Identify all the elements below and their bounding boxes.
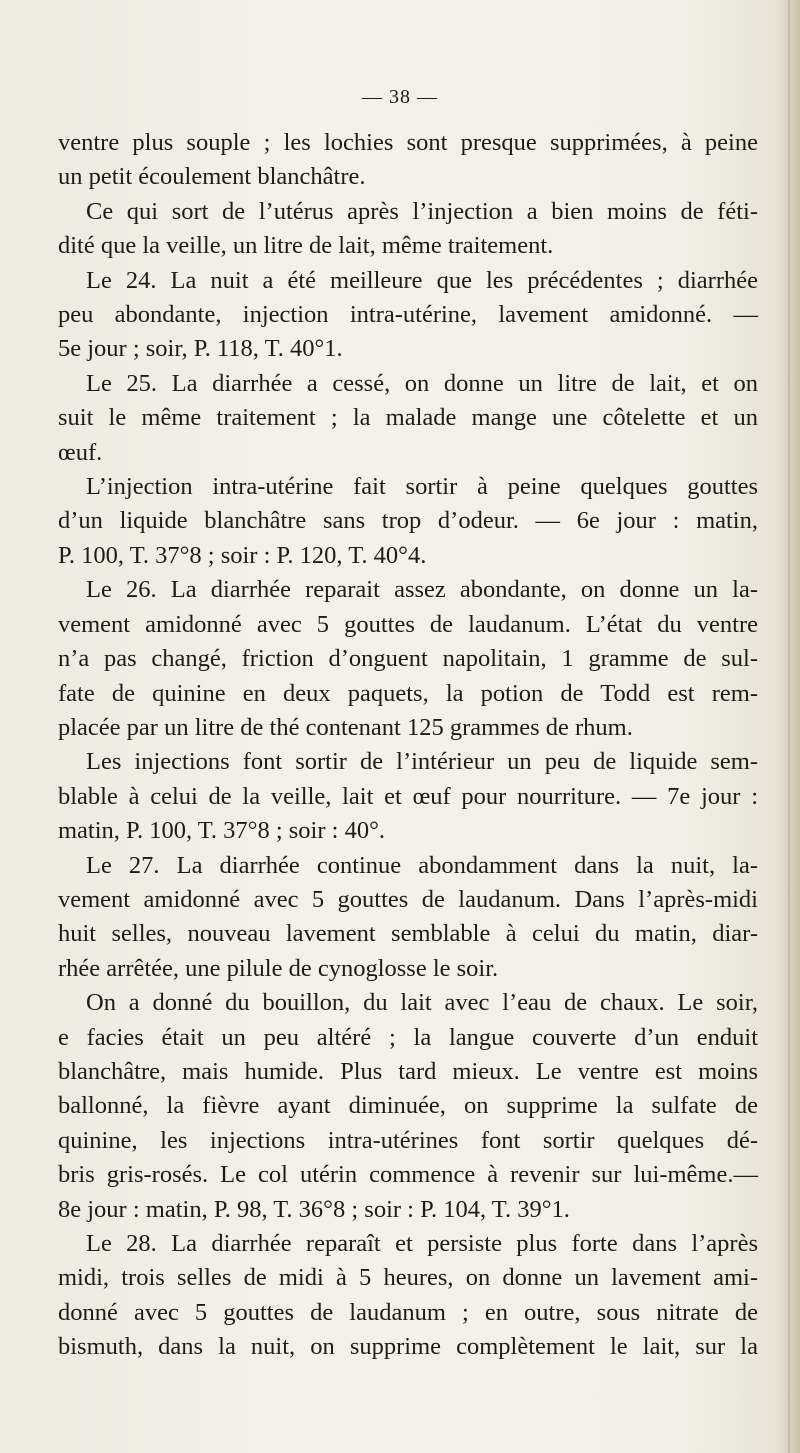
- binding-edge: [788, 0, 790, 1453]
- text-line: Ce qui sort de l’utérus après l’injection a bien moins de féti-: [86, 197, 758, 225]
- text-line: P. 100, T. 37°8 ; soir : P. 120, T. 40°4.: [58, 541, 427, 569]
- text-line: placée par un litre de thé contenant 125 grammes de rhum.: [58, 713, 633, 741]
- text-line: blanchâtre, mais humide. Plus tard mieux. Le ventre est moins: [58, 1057, 758, 1085]
- text-line: bris gris-rosés. Le col utérin commence à revenir sur lui-même.—: [58, 1161, 758, 1189]
- text-line: Le 27. La diarrhée continue abondamment dans la nuit, la-: [86, 851, 758, 879]
- text-line: suit le même traitement ; la malade mange une côtelette et un: [58, 404, 758, 432]
- text-line: L’injection intra-utérine fait sortir à peine quelques gouttes: [86, 473, 758, 501]
- text-line: un petit écoulement blanchâtre.: [58, 163, 366, 191]
- text-line: 8e jour : matin, P. 98, T. 36°8 ; soir : P. 104, T. 39°1.: [58, 1195, 570, 1223]
- text-line: matin, P. 100, T. 37°8 ; soir : 40°.: [58, 817, 385, 845]
- text-line: rhée arrêtée, une pilule de cynoglosse le soir.: [58, 954, 499, 982]
- text-line: Le 25. La diarrhée a cessé, on donne un litre de lait, et on: [86, 369, 758, 397]
- text-line: Le 28. La diarrhée reparaît et persiste plus forte dans l’après: [86, 1230, 758, 1257]
- text-line: œuf.: [58, 438, 103, 466]
- text-line: Les injections font sortir de l’intérieur un peu de liquide sem-: [86, 748, 758, 776]
- text-line: Le 26. La diarrhée reparait assez abondante, on donne un la-: [86, 576, 758, 604]
- text-line: fate de quinine en deux paquets, la potion de Todd est rem-: [58, 679, 758, 707]
- page-number-header: — 38 —: [362, 86, 438, 108]
- text-line: vement amidonné avec 5 gouttes de laudanum. L’état du ventre: [58, 610, 758, 638]
- text-line: 5e jour ; soir, P. 118, T. 40°1.: [58, 335, 343, 363]
- text-line: d’un liquide blanchâtre sans trop d’odeur. — 6e jour : matin,: [58, 507, 758, 535]
- text-line: n’a pas changé, friction d’onguent napolitain, 1 gramme de sul-: [58, 645, 758, 673]
- text-line: bismuth, dans la nuit, on supprime complètement le lait, sur la: [58, 1333, 758, 1361]
- text-line: Le 24. La nuit a été meilleure que les précédentes ; diarrhée: [86, 266, 758, 294]
- text-line: On a donné du bouillon, du lait avec l’eau de chaux. Le soir,: [86, 989, 758, 1017]
- text-line: midi, trois selles de midi à 5 heures, on donne un lavement ami-: [58, 1264, 758, 1292]
- text-line: ballonné, la fièvre ayant diminuée, on supprime la sulfate de: [58, 1092, 758, 1120]
- text-line: e facies était un peu altéré ; la langue couverte d’un enduit: [58, 1023, 758, 1051]
- text-line: huit selles, nouveau lavement semblable à celui du matin, diar-: [58, 920, 758, 948]
- text-line: peu abondante, injection intra-utérine, lavement amidonné. —: [58, 301, 758, 329]
- text-line: vement amidonné avec 5 gouttes de laudanum. Dans l’après-midi: [58, 885, 758, 913]
- text-line: donné avec 5 gouttes de laudanum ; en outre, sous nitrate de: [58, 1298, 758, 1326]
- text-line: ventre plus souple ; les lochies sont presque supprimées, à peine: [58, 129, 758, 156]
- text-line: quinine, les injections intra-utérines font sortir quelques dé-: [58, 1126, 758, 1154]
- body-text: [58, 126, 758, 1365]
- text-line: dité que la veille, un litre de lait, même traitement.: [58, 232, 554, 260]
- text-line: blable à celui de la veille, lait et œuf pour nourriture. — 7e jour :: [58, 782, 758, 810]
